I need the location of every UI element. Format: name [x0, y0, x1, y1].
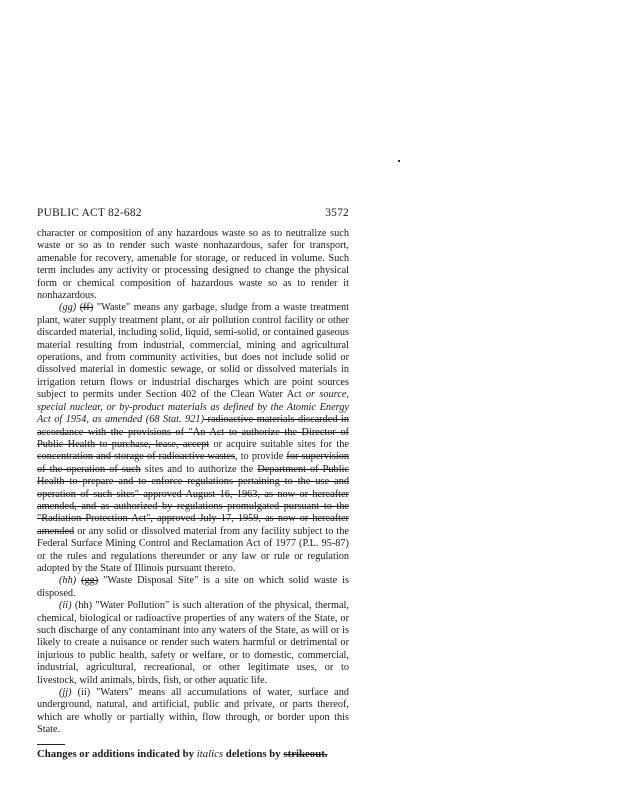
- footnote-text: Changes or additions indicated by: [37, 748, 197, 760]
- text-segment: sites and to authorize the: [140, 463, 258, 475]
- page-number: 3572: [325, 207, 349, 219]
- deleted-label: (ff): [79, 302, 94, 314]
- new-label: (ii): [59, 600, 72, 612]
- new-label: (jj): [59, 687, 72, 699]
- scan-speck: [398, 160, 400, 162]
- deleted-text: Department of Public Health to prepare and to enforce regulations pertaining to the use and operation of such sites" approved August 16, 1963, as now or hereafter amended, and as authorized by regulations promulgated pursuant to the "Radiation Protection Act", approved July 17, 1959, as now or hereafter amended: [37, 463, 349, 537]
- statute-text: [37, 228, 349, 737]
- deleted-label: (gg): [81, 575, 99, 587]
- text-segment: "Waters" means all accumulations of water, surface and underground, natural, and artificial, public and private, or parts thereof, which are wholly or partially within, flow through, or border upon this State.: [37, 687, 349, 736]
- act-number: PUBLIC ACT 82-682: [37, 207, 142, 219]
- paragraph-waste-disposal-site: [37, 575, 349, 600]
- paragraph-water-pollution: [37, 600, 349, 687]
- footnote-text: deletions by: [223, 748, 284, 760]
- added-text: or source, special nuclear, or by-product materials as defined by the Atomic Energy Act of 1954, as amended (68 Stat. 921): [37, 389, 350, 426]
- deleted-text: radioactive materials discarded in accordance with the provisions of "An Act to authorize the Director of Public Health to purchase, lease, accept: [37, 414, 349, 450]
- paragraph-continuation: character or composition of any hazardous waste so as to neutralize such waste or so as to render such waste nonhazardous, safer for transport, amenable for recovery, amenable for storage, or reduced in volume. Such term includes any activity or processing designed to change the physical form or chemical composition of hazardous waste so as to render it nonhazardous.: [37, 228, 349, 302]
- old-label: (ii): [77, 687, 91, 699]
- text-segment: , to provide: [235, 451, 287, 463]
- footnote-rule: [37, 744, 65, 745]
- text-segment: "Waste Disposal Site" is a site on which solid waste is disposed.: [37, 575, 349, 599]
- footnote-italics: italics: [196, 748, 224, 760]
- text-segment: or any solid or dissolved material from any facility subject to the Federal Surface Mining Control and Reclamation Act of 1977 (P.L. 95-87) or the rules and regulations thereunder or any law or rule or regulation adopted by the State of Illinois pursuant thereto.: [37, 525, 349, 574]
- old-label: (hh): [74, 600, 93, 612]
- deleted-text: concentration and storage of radioactive wastes: [37, 451, 235, 463]
- deleted-text: for supervision of the operation of such: [37, 451, 349, 475]
- paragraph-waters: [37, 687, 349, 737]
- text-segment: "Waste" means any garbage, sludge from a waste treatment plant, water supply treatment plant, or air pollution control facility or other discarded material, including solid, liquid, semi-solid, or contained gaseous material resulting from industrial, commercial, mining and agricultural operations, and from community activities, but does not include solid or dissolved material in domestic sewage, or solid or dissolved materials in irrigation return flows or industrial discharges which are point sources subject to permits under Section 402 of the Clean Water Act: [37, 302, 349, 401]
- text-segment: "Water Pollution" is such alteration of the physical, thermal, chemical, biological or radioactive properties of any waters of the State, or such discharge of any contaminant into any waters of the State, as will or is likely to create a nuisance or render such waters harmful or detrimental or injurious to public health, safety or welfare, or to domestic, commercial, industrial, agricultural, recreational, or other legitimate uses, or to livestock, wild animals, birds, fish, or other aquatic life.: [37, 600, 349, 686]
- text-segment: or acquire suitable sites for the: [209, 438, 349, 450]
- footnote: [37, 748, 357, 760]
- new-label: (hh): [59, 575, 77, 587]
- paragraph-waste-definition: [37, 302, 349, 575]
- new-label: (gg): [59, 302, 77, 314]
- footnote-strikeout: strikeout.: [283, 748, 328, 760]
